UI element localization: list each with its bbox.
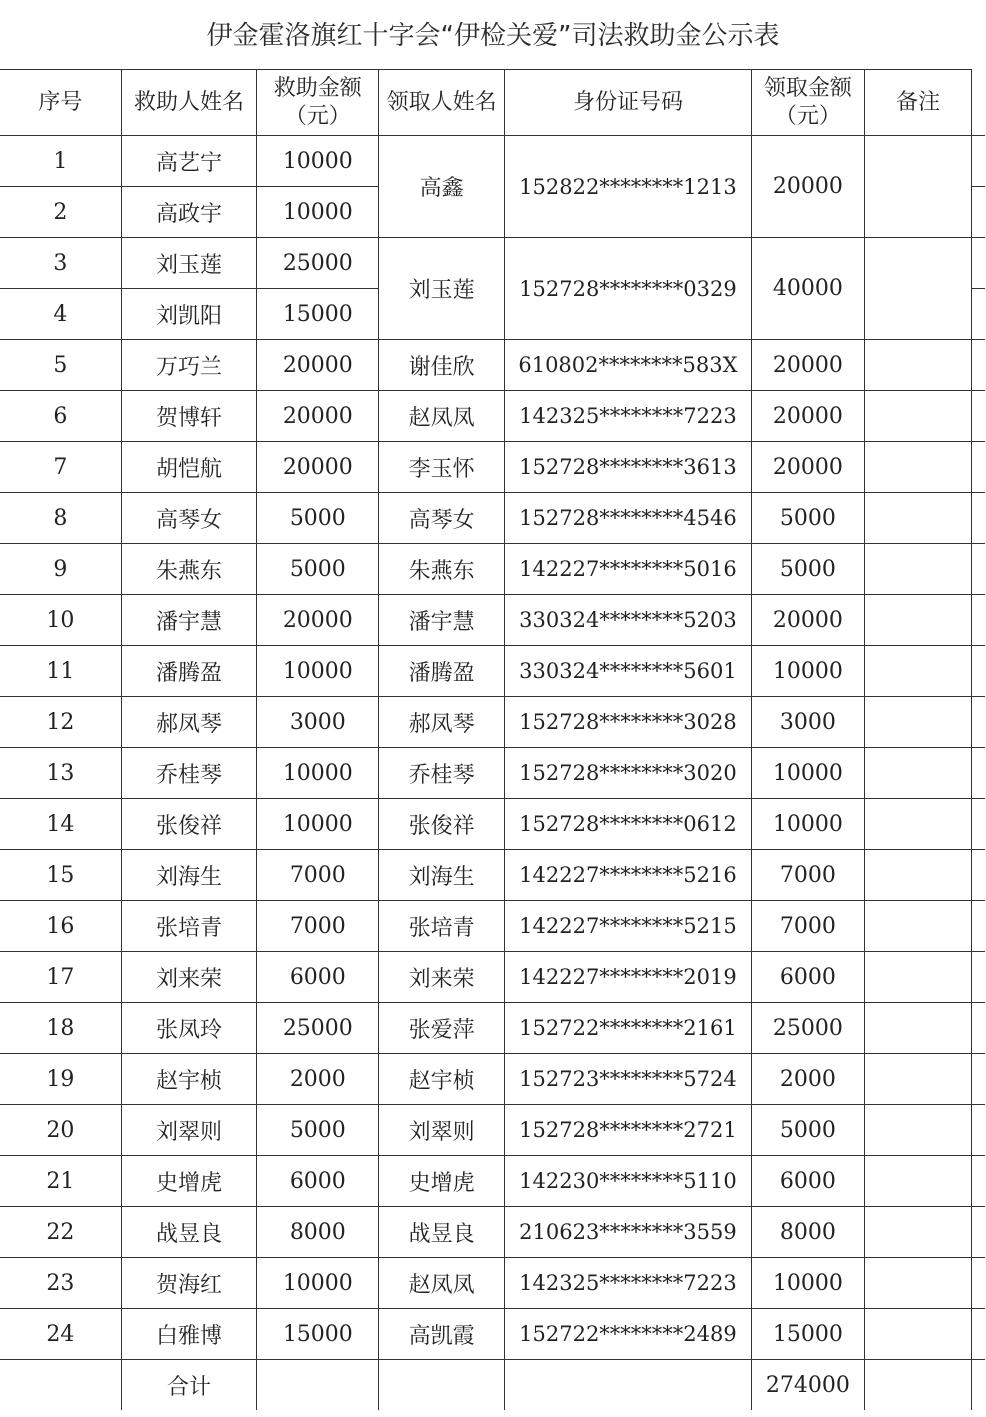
id-number-cell: 330324********5203 [505,595,752,646]
claimed-amount-cell: 15000 [751,1309,864,1360]
table-row [0,391,985,442]
claimant-name-cell: 朱燕东 [379,544,505,595]
total-row [0,1360,985,1411]
claimant-name-cell: 张培青 [379,901,505,952]
claimed-amount-cell: 5000 [751,493,864,544]
id-number-cell: 142227********5216 [505,850,752,901]
claimant-name-cell: 刘玉莲 [379,238,505,340]
spare-cell [972,442,985,493]
remarks-cell [864,646,972,697]
claimant-name-cell: 赵凤凤 [379,391,505,442]
claimant-name-cell: 刘翠则 [379,1105,505,1156]
remarks-cell [864,1207,972,1258]
seq-cell: 3 [0,238,121,289]
remarks-cell [864,595,972,646]
remarks-cell [864,748,972,799]
seq-cell: 20 [0,1105,121,1156]
seq-cell: 6 [0,391,121,442]
recipient-name-cell: 高琴女 [121,493,257,544]
seq-cell: 14 [0,799,121,850]
table-row [0,340,985,391]
table-row [0,493,985,544]
aid-amount-cell: 15000 [257,1309,379,1360]
claimant-name-cell: 战昱良 [379,1207,505,1258]
recipient-name-cell: 张培青 [121,901,257,952]
claimed-amount-cell: 20000 [751,442,864,493]
recipient-name-cell: 史增虎 [121,1156,257,1207]
id-number-cell: 142325********7223 [505,391,752,442]
seq-cell: 11 [0,646,121,697]
aid-amount-cell: 20000 [257,340,379,391]
claimant-name-cell: 高凯霞 [379,1309,505,1360]
claimed-amount-cell: 5000 [751,544,864,595]
spare-cell [972,1054,985,1105]
id-number-cell: 152728********0329 [505,238,752,340]
table-body [0,136,985,1411]
table-row [0,238,985,289]
aid-amount-cell: 7000 [257,850,379,901]
spare-cell [972,1003,985,1054]
header-claimant-name: 领取人姓名 [379,70,505,136]
recipient-name-cell: 刘凯阳 [121,289,257,340]
spare-cell [972,1309,985,1360]
remarks-cell [864,340,972,391]
recipient-name-cell: 刘来荣 [121,952,257,1003]
seq-cell: 4 [0,289,121,340]
claimed-amount-cell: 6000 [751,1156,864,1207]
aid-amount-cell: 5000 [257,1105,379,1156]
seq-cell: 15 [0,850,121,901]
spare-cell [972,136,985,187]
spare-cell [972,799,985,850]
claimant-name-cell: 赵宇桢 [379,1054,505,1105]
id-number-cell: 142325********7223 [505,1258,752,1309]
spare-cell [972,1156,985,1207]
total-aid-cell [257,1360,379,1411]
claimed-amount-cell: 10000 [751,646,864,697]
aid-amount-cell: 10000 [257,748,379,799]
table-row [0,799,985,850]
spare-cell [972,1105,985,1156]
table-row [0,595,985,646]
seq-cell: 24 [0,1309,121,1360]
seq-cell: 2 [0,187,121,238]
aid-amount-cell: 5000 [257,493,379,544]
header-claimed-amount: 领取金额（元） [751,70,864,136]
remarks-cell [864,442,972,493]
total-label: 合计 [121,1360,257,1411]
claimant-name-cell: 张俊祥 [379,799,505,850]
remarks-cell [864,238,972,340]
seq-cell: 16 [0,901,121,952]
remarks-cell [864,1309,972,1360]
claimed-amount-cell: 40000 [751,238,864,340]
spare-cell [972,901,985,952]
claimed-amount-cell: 6000 [751,952,864,1003]
seq-cell: 19 [0,1054,121,1105]
recipient-name-cell: 万巧兰 [121,340,257,391]
claimant-name-cell: 高琴女 [379,493,505,544]
aid-amount-cell: 10000 [257,799,379,850]
id-number-cell: 152728********2721 [505,1105,752,1156]
id-number-cell: 142227********5215 [505,901,752,952]
table-row [0,544,985,595]
table-row [0,1156,985,1207]
recipient-name-cell: 刘翠则 [121,1105,257,1156]
header-recipient-name: 救助人姓名 [121,70,257,136]
id-number-cell: 210623********3559 [505,1207,752,1258]
spare-cell [972,850,985,901]
recipient-name-cell: 刘玉莲 [121,238,257,289]
recipient-name-cell: 潘宇慧 [121,595,257,646]
seq-cell: 10 [0,595,121,646]
table-row [0,901,985,952]
table-row [0,1309,985,1360]
header-remarks: 备注 [864,70,972,136]
header-id-number: 身份证号码 [505,70,752,136]
recipient-name-cell: 潘腾盈 [121,646,257,697]
page-title: 伊金霍洛旗红十字会“伊检关爱”司法救助金公示表 [206,21,780,51]
remarks-cell [864,1054,972,1105]
claimed-amount-cell: 20000 [751,136,864,238]
claimant-name-cell: 高鑫 [379,136,505,238]
aid-amount-cell: 10000 [257,646,379,697]
seq-cell: 5 [0,340,121,391]
claimant-name-cell: 张爱萍 [379,1003,505,1054]
aid-amount-cell: 20000 [257,442,379,493]
spare-cell [972,187,985,238]
aid-amount-cell: 6000 [257,1156,379,1207]
recipient-name-cell: 高政宇 [121,187,257,238]
table-row [0,136,985,187]
id-number-cell: 152728********3613 [505,442,752,493]
claimant-name-cell: 赵凤凤 [379,1258,505,1309]
remarks-cell [864,799,972,850]
spare-cell [972,952,985,1003]
spare-cell [972,748,985,799]
claimed-amount-cell: 25000 [751,1003,864,1054]
id-number-cell: 152728********3020 [505,748,752,799]
aid-amount-cell: 20000 [257,391,379,442]
aid-amount-cell: 5000 [257,544,379,595]
id-number-cell: 152728********4546 [505,493,752,544]
recipient-name-cell: 胡恺航 [121,442,257,493]
claimed-amount-cell: 10000 [751,1258,864,1309]
claimant-name-cell: 刘来荣 [379,952,505,1003]
sheet-bottom-edge [0,1410,986,1417]
claimant-name-cell: 潘腾盈 [379,646,505,697]
table-row [0,1054,985,1105]
id-number-cell: 610802********583X [505,340,752,391]
seq-cell: 17 [0,952,121,1003]
recipient-name-cell: 贺博轩 [121,391,257,442]
header-seq: 序号 [0,70,121,136]
id-number-cell: 142230********5110 [505,1156,752,1207]
claimed-amount-cell: 8000 [751,1207,864,1258]
claimed-amount-cell: 7000 [751,901,864,952]
claimed-amount-cell: 2000 [751,1054,864,1105]
spare-cell [972,391,985,442]
aid-amount-cell: 2000 [257,1054,379,1105]
spare-cell [972,340,985,391]
recipient-name-cell: 郝凤琴 [121,697,257,748]
table-row [0,748,985,799]
spare-cell [972,697,985,748]
seq-cell: 8 [0,493,121,544]
table-row [0,697,985,748]
seq-cell: 21 [0,1156,121,1207]
claimant-name-cell: 刘海生 [379,850,505,901]
id-number-cell: 152728********3028 [505,697,752,748]
id-number-cell: 152722********2161 [505,1003,752,1054]
seq-cell: 12 [0,697,121,748]
id-number-cell: 142227********2019 [505,952,752,1003]
id-number-cell: 330324********5601 [505,646,752,697]
claimed-amount-cell: 5000 [751,1105,864,1156]
seq-cell: 13 [0,748,121,799]
recipient-name-cell: 乔桂琴 [121,748,257,799]
spare-cell [972,595,985,646]
claimed-amount-cell: 10000 [751,748,864,799]
header-row [0,70,985,136]
spare-cell [972,1258,985,1309]
spare-column [972,70,985,136]
claimant-name-cell: 郝凤琴 [379,697,505,748]
remarks-cell [864,136,972,238]
table-row [0,442,985,493]
aid-amount-cell: 10000 [257,187,379,238]
id-number-cell: 152723********5724 [505,1054,752,1105]
remarks-cell [864,1258,972,1309]
table-row [0,952,985,1003]
aid-amount-cell: 25000 [257,1003,379,1054]
claimant-name-cell: 李玉怀 [379,442,505,493]
seq-cell: 22 [0,1207,121,1258]
aid-amount-cell: 25000 [257,238,379,289]
recipient-name-cell: 朱燕东 [121,544,257,595]
spare-cell [972,238,985,289]
spare-cell [972,646,985,697]
remarks-cell [864,391,972,442]
aid-amount-cell: 20000 [257,595,379,646]
seq-cell: 9 [0,544,121,595]
remarks-cell [864,901,972,952]
recipient-name-cell: 战昱良 [121,1207,257,1258]
table-row [0,1003,985,1054]
recipient-name-cell: 张俊祥 [121,799,257,850]
remarks-cell [864,697,972,748]
seq-cell: 18 [0,1003,121,1054]
claimed-amount-cell: 20000 [751,595,864,646]
claimed-amount-cell: 10000 [751,799,864,850]
claimed-amount-cell: 20000 [751,340,864,391]
claimant-name-cell: 史增虎 [379,1156,505,1207]
seq-cell: 1 [0,136,121,187]
claimant-name-cell: 潘宇慧 [379,595,505,646]
claimant-name-cell: 谢佳欣 [379,340,505,391]
spare-cell [972,544,985,595]
remarks-cell [864,1156,972,1207]
remarks-cell [864,1105,972,1156]
table-row [0,1105,985,1156]
id-number-cell: 152722********2489 [505,1309,752,1360]
total-claimant-cell [379,1360,505,1411]
remarks-cell [864,544,972,595]
total-remarks-cell [864,1360,972,1411]
table-row [0,646,985,697]
claimed-amount-cell: 20000 [751,391,864,442]
recipient-name-cell: 赵宇桢 [121,1054,257,1105]
recipient-name-cell: 刘海生 [121,850,257,901]
aid-amount-cell: 8000 [257,1207,379,1258]
aid-amount-cell: 7000 [257,901,379,952]
aid-amount-cell: 15000 [257,289,379,340]
id-number-cell: 152728********0612 [505,799,752,850]
claimed-amount-cell: 3000 [751,697,864,748]
spare-cell [972,493,985,544]
spare-cell [972,1360,985,1411]
aid-amount-cell: 3000 [257,697,379,748]
remarks-cell [864,493,972,544]
spare-cell [972,1207,985,1258]
total-id-cell [505,1360,752,1411]
aid-amount-cell: 10000 [257,1258,379,1309]
remarks-cell [864,850,972,901]
remarks-cell [864,1003,972,1054]
seq-cell: 7 [0,442,121,493]
table-row [0,1207,985,1258]
header-aid-amount: 救助金额（元） [257,70,379,136]
claimed-amount-cell: 7000 [751,850,864,901]
aid-table [0,69,985,1411]
aid-amount-cell: 10000 [257,136,379,187]
id-number-cell: 152822********1213 [505,136,752,238]
recipient-name-cell: 贺海红 [121,1258,257,1309]
table-row [0,1258,985,1309]
table-row [0,850,985,901]
total-seq-cell [0,1360,121,1411]
seq-cell: 23 [0,1258,121,1309]
aid-amount-cell: 6000 [257,952,379,1003]
spare-cell [972,289,985,340]
recipient-name-cell: 张凤玲 [121,1003,257,1054]
total-claimed-amount: 274000 [751,1360,864,1411]
recipient-name-cell: 白雅博 [121,1309,257,1360]
id-number-cell: 142227********5016 [505,544,752,595]
claimant-name-cell: 乔桂琴 [379,748,505,799]
recipient-name-cell: 高艺宁 [121,136,257,187]
remarks-cell [864,952,972,1003]
